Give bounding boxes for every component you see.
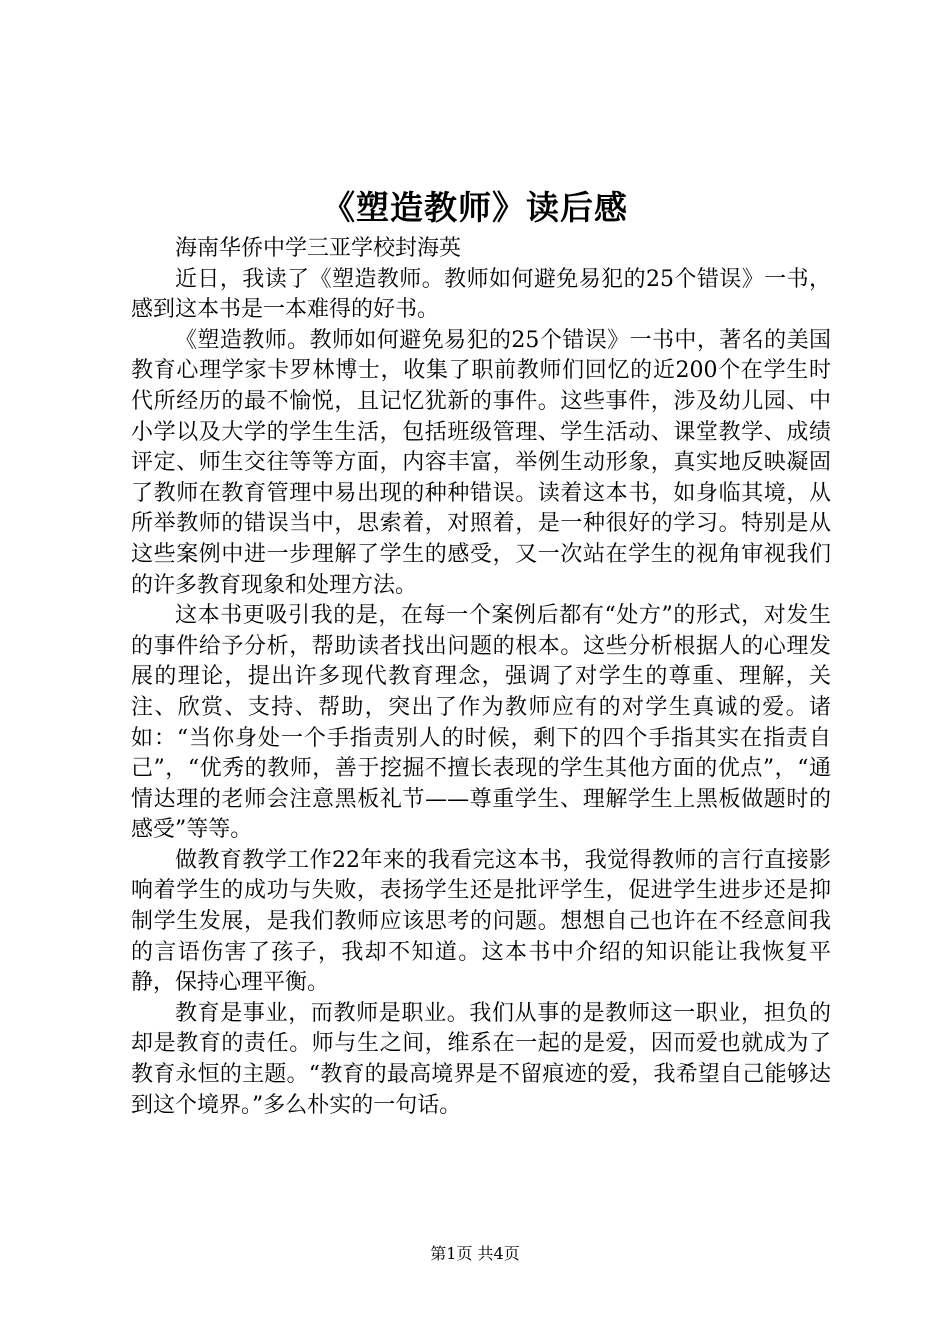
paragraph: 《塑造教师。教师如何避免易犯的25个错误》一书中，著名的美国教育心理学家卡罗林博士，收集了职前教师们回忆的近200个在学生时代所经历的最不愉悦，且记忆犹新的事件。这些事件，涉及幼儿园、中小学以及大学的学生生活，包括班级管理、学生活动、课堂教学、成绩评定、师生交往等等方面，内容丰富，举例生动形象，真实地反映凝固了教师在教育管理中易出现的种种错误。读着这本书，如身临其境，从所举教师的错误当中，思索着，对照着，是一种很好的学习。特别是从这些案例中进一步理解了学生的感受，又一次站在学生的视角审视我们的许多教育现象和处理方法。 [131, 327, 831, 598]
paragraph: 做教育教学工作22年来的我看完这本书，我觉得教师的言行直接影响着学生的成功与失败，表扬学生还是批评学生，促进学生进步还是抑制学生发展，是我们教师应该思考的问题。想想自己也许在不经意间我的言语伤害了孩子，我却不知道。这本书中介绍的知识能让我恢复平静，保持心理平衡。 [131, 847, 831, 996]
document-title: 《塑造教师》读后感 [322, 188, 628, 227]
paragraph: 近日，我读了《塑造教师。教师如何避免易犯的25个错误》一书，感到这本书是一本难得的好书。 [131, 266, 831, 323]
author-line: 海南华侨中学三亚学校封海英 [175, 236, 462, 261]
paragraph: 这本书更吸引我的是，在每一个案例后都有“处方”的形式，对发生的事件给予分析，帮助读者找出问题的根本。这些分析根据人的心理发展的理论，提出许多现代教育理念，强调了对学生的尊重、理解，关注、欣赏、支持、帮助，突出了作为教师应有的对学生真诚的爱。诸如：“当你身处一个手指责别人的时候，剩下的四个手指其实在指责自己”，“优秀的教师，善于挖掘不擅长表现的学生其他方面的优点”，“通情达理的老师会注意黑板礼节——尊重学生、理解学生上黑板做题时的感受”等等。 [131, 603, 831, 843]
paragraph: 教育是事业，而教师是职业。我们从事的是教师这一职业，担负的却是教育的责任。师与生之间，维系在一起的是爱，因而爱也就成为了教育永恒的主题。“教育的最高境界是不留痕迹的爱，我希望自己能够达到这个境界。”多么朴实的一句话。 [131, 1000, 831, 1118]
document-body [131, 234, 831, 1121]
page-number-footer: 第1页 共4页 [430, 1244, 520, 1263]
